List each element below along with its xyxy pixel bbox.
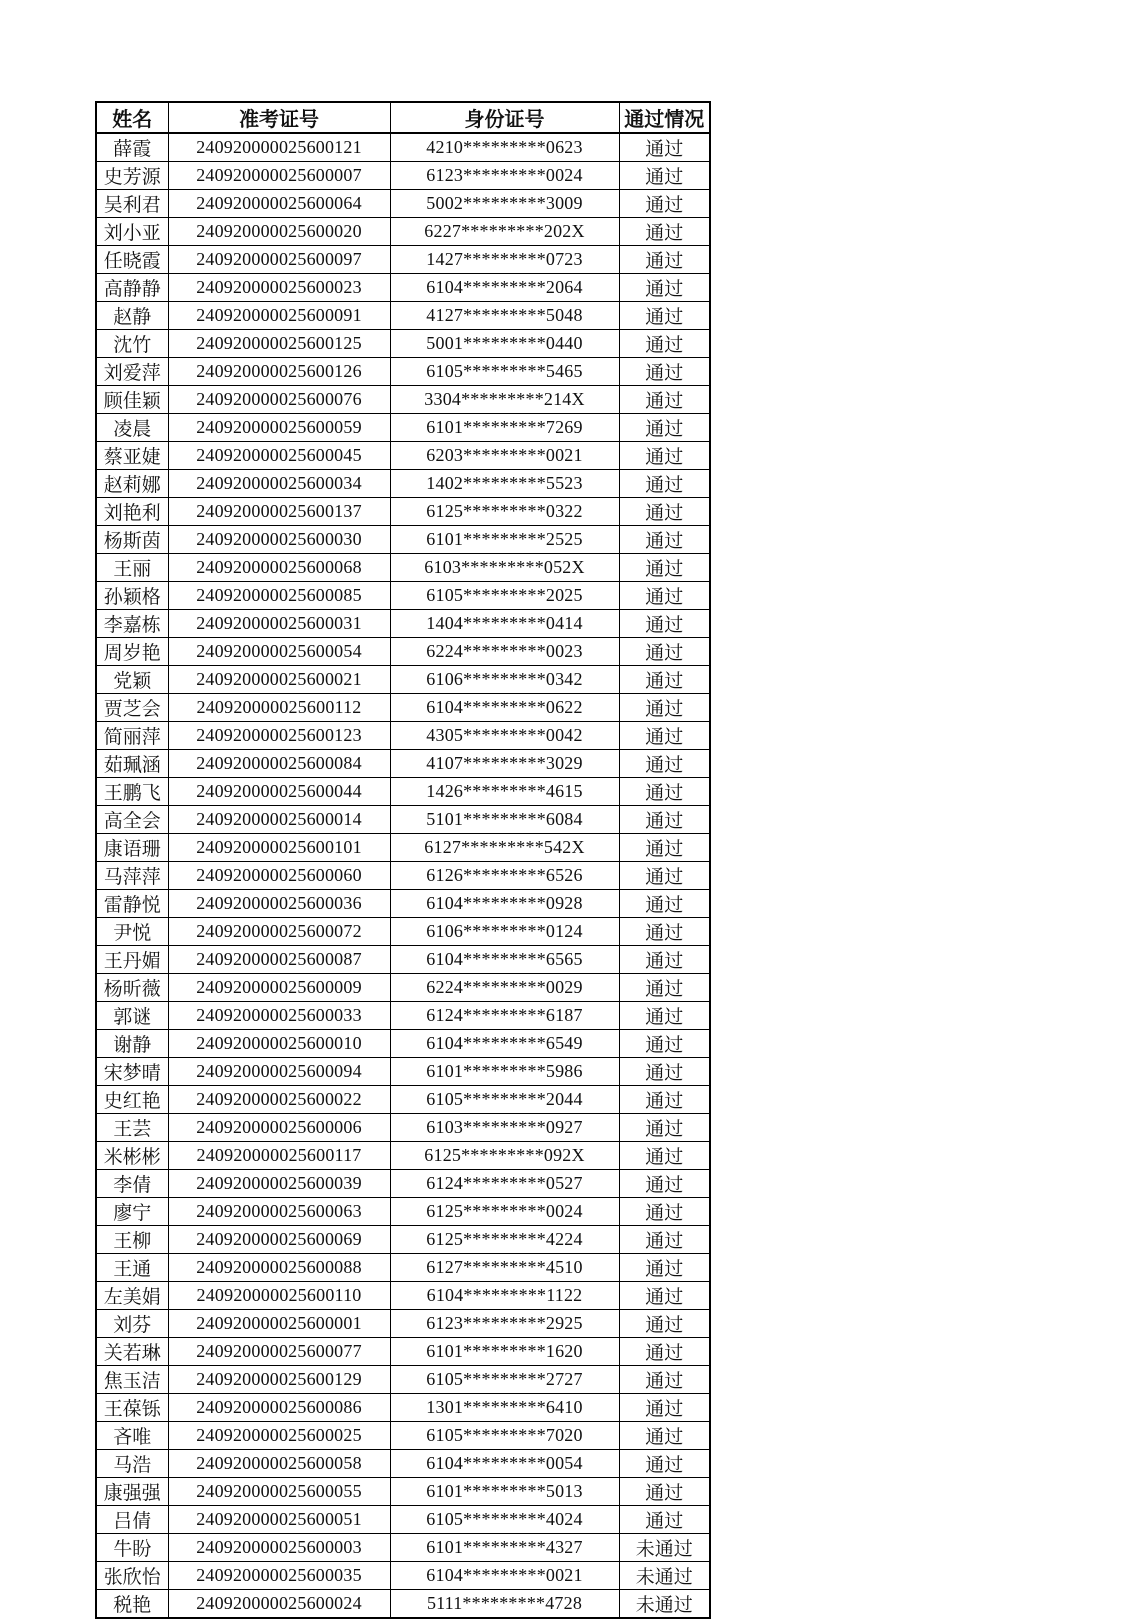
cell-name: 关若琳 bbox=[96, 1338, 168, 1366]
cell-name: 谢静 bbox=[96, 1030, 168, 1058]
table-row bbox=[96, 554, 710, 582]
cell-pass-status: 通过 bbox=[619, 554, 710, 582]
cell-exam-number: 240920000025600007 bbox=[168, 162, 390, 190]
cell-exam-number: 240920000025600137 bbox=[168, 498, 390, 526]
cell-exam-number: 240920000025600097 bbox=[168, 246, 390, 274]
cell-name: 王柳 bbox=[96, 1226, 168, 1254]
cell-pass-status: 通过 bbox=[619, 1338, 710, 1366]
cell-exam-number: 240920000025600085 bbox=[168, 582, 390, 610]
cell-name: 李倩 bbox=[96, 1170, 168, 1198]
cell-exam-number: 240920000025600055 bbox=[168, 1478, 390, 1506]
cell-name: 刘艳利 bbox=[96, 498, 168, 526]
table-row bbox=[96, 133, 710, 162]
table-body bbox=[96, 133, 710, 1618]
cell-name: 马浩 bbox=[96, 1450, 168, 1478]
cell-pass-status: 通过 bbox=[619, 946, 710, 974]
cell-id-number: 1402*********5523 bbox=[390, 470, 619, 498]
table-row bbox=[96, 1142, 710, 1170]
cell-name: 宋梦晴 bbox=[96, 1058, 168, 1086]
cell-name: 沈竹 bbox=[96, 330, 168, 358]
cell-id-number: 3304*********214X bbox=[390, 386, 619, 414]
header-exam-number: 准考证号 bbox=[168, 102, 390, 133]
cell-id-number: 6127*********542X bbox=[390, 834, 619, 862]
table-row bbox=[96, 1002, 710, 1030]
cell-pass-status: 通过 bbox=[619, 133, 710, 162]
table-row bbox=[96, 778, 710, 806]
table-row bbox=[96, 666, 710, 694]
table-row bbox=[96, 1254, 710, 1282]
cell-id-number: 6101*********4327 bbox=[390, 1534, 619, 1562]
cell-name: 史芳源 bbox=[96, 162, 168, 190]
cell-exam-number: 240920000025600058 bbox=[168, 1450, 390, 1478]
cell-exam-number: 240920000025600088 bbox=[168, 1254, 390, 1282]
cell-exam-number: 240920000025600009 bbox=[168, 974, 390, 1002]
header-id-number: 身份证号 bbox=[390, 102, 619, 133]
cell-id-number: 6203*********0021 bbox=[390, 442, 619, 470]
cell-name: 米彬彬 bbox=[96, 1142, 168, 1170]
cell-pass-status: 通过 bbox=[619, 1450, 710, 1478]
cell-pass-status: 未通过 bbox=[619, 1562, 710, 1590]
table-row bbox=[96, 1366, 710, 1394]
cell-name: 薛霞 bbox=[96, 133, 168, 162]
table-row bbox=[96, 1562, 710, 1590]
cell-name: 赵静 bbox=[96, 302, 168, 330]
cell-name: 康语珊 bbox=[96, 834, 168, 862]
cell-pass-status: 通过 bbox=[619, 1310, 710, 1338]
cell-pass-status: 未通过 bbox=[619, 1534, 710, 1562]
cell-id-number: 6224*********0029 bbox=[390, 974, 619, 1002]
cell-name: 雷静悦 bbox=[96, 890, 168, 918]
cell-pass-status: 通过 bbox=[619, 638, 710, 666]
cell-exam-number: 240920000025600031 bbox=[168, 610, 390, 638]
cell-name: 凌晨 bbox=[96, 414, 168, 442]
cell-pass-status: 通过 bbox=[619, 610, 710, 638]
cell-name: 高静静 bbox=[96, 274, 168, 302]
cell-id-number: 6104*********0054 bbox=[390, 1450, 619, 1478]
cell-pass-status: 通过 bbox=[619, 1422, 710, 1450]
cell-id-number: 6104*********6549 bbox=[390, 1030, 619, 1058]
table-row bbox=[96, 274, 710, 302]
cell-exam-number: 240920000025600023 bbox=[168, 274, 390, 302]
cell-id-number: 6104*********0928 bbox=[390, 890, 619, 918]
cell-pass-status: 通过 bbox=[619, 1226, 710, 1254]
cell-pass-status: 通过 bbox=[619, 274, 710, 302]
cell-id-number: 6104*********6565 bbox=[390, 946, 619, 974]
table-row bbox=[96, 1058, 710, 1086]
cell-exam-number: 240920000025600001 bbox=[168, 1310, 390, 1338]
cell-exam-number: 240920000025600044 bbox=[168, 778, 390, 806]
cell-id-number: 6101*********5986 bbox=[390, 1058, 619, 1086]
cell-name: 蔡亚婕 bbox=[96, 442, 168, 470]
cell-exam-number: 240920000025600010 bbox=[168, 1030, 390, 1058]
cell-name: 左美娟 bbox=[96, 1282, 168, 1310]
cell-id-number: 6124*********0527 bbox=[390, 1170, 619, 1198]
table-row bbox=[96, 526, 710, 554]
cell-id-number: 6125*********0322 bbox=[390, 498, 619, 526]
cell-id-number: 6124*********6187 bbox=[390, 1002, 619, 1030]
cell-id-number: 6125*********0024 bbox=[390, 1198, 619, 1226]
cell-pass-status: 通过 bbox=[619, 246, 710, 274]
cell-exam-number: 240920000025600101 bbox=[168, 834, 390, 862]
cell-pass-status: 通过 bbox=[619, 582, 710, 610]
cell-pass-status: 通过 bbox=[619, 1142, 710, 1170]
cell-pass-status: 通过 bbox=[619, 1254, 710, 1282]
cell-id-number: 6103*********052X bbox=[390, 554, 619, 582]
table-row bbox=[96, 162, 710, 190]
cell-id-number: 1404*********0414 bbox=[390, 610, 619, 638]
cell-exam-number: 240920000025600069 bbox=[168, 1226, 390, 1254]
cell-pass-status: 通过 bbox=[619, 442, 710, 470]
cell-pass-status: 通过 bbox=[619, 722, 710, 750]
cell-name: 党颖 bbox=[96, 666, 168, 694]
table-row bbox=[96, 1506, 710, 1534]
cell-exam-number: 240920000025600014 bbox=[168, 806, 390, 834]
cell-id-number: 5001*********0440 bbox=[390, 330, 619, 358]
cell-name: 杨昕薇 bbox=[96, 974, 168, 1002]
table-row bbox=[96, 1282, 710, 1310]
table-row bbox=[96, 1170, 710, 1198]
cell-pass-status: 通过 bbox=[619, 414, 710, 442]
table-row bbox=[96, 610, 710, 638]
cell-exam-number: 240920000025600110 bbox=[168, 1282, 390, 1310]
table-row bbox=[96, 750, 710, 778]
cell-name: 顾佳颖 bbox=[96, 386, 168, 414]
cell-id-number: 6104*********0622 bbox=[390, 694, 619, 722]
cell-pass-status: 通过 bbox=[619, 162, 710, 190]
cell-id-number: 6106*********0124 bbox=[390, 918, 619, 946]
table-row bbox=[96, 806, 710, 834]
table-row bbox=[96, 918, 710, 946]
cell-name: 焦玉洁 bbox=[96, 1366, 168, 1394]
table-row bbox=[96, 302, 710, 330]
cell-id-number: 6104*********1122 bbox=[390, 1282, 619, 1310]
cell-pass-status: 通过 bbox=[619, 386, 710, 414]
table-row bbox=[96, 1394, 710, 1422]
cell-name: 周岁艳 bbox=[96, 638, 168, 666]
cell-name: 刘小亚 bbox=[96, 218, 168, 246]
cell-pass-status: 通过 bbox=[619, 778, 710, 806]
cell-pass-status: 通过 bbox=[619, 1114, 710, 1142]
table-row bbox=[96, 1590, 710, 1619]
cell-pass-status: 未通过 bbox=[619, 1590, 710, 1619]
cell-pass-status: 通过 bbox=[619, 1394, 710, 1422]
table-row bbox=[96, 1450, 710, 1478]
cell-exam-number: 240920000025600003 bbox=[168, 1534, 390, 1562]
cell-exam-number: 240920000025600036 bbox=[168, 890, 390, 918]
cell-exam-number: 240920000025600033 bbox=[168, 1002, 390, 1030]
cell-pass-status: 通过 bbox=[619, 190, 710, 218]
cell-name: 贾芝会 bbox=[96, 694, 168, 722]
cell-name: 王葆铄 bbox=[96, 1394, 168, 1422]
cell-exam-number: 240920000025600117 bbox=[168, 1142, 390, 1170]
cell-id-number: 6101*********2525 bbox=[390, 526, 619, 554]
cell-id-number: 6123*********2925 bbox=[390, 1310, 619, 1338]
cell-exam-number: 240920000025600063 bbox=[168, 1198, 390, 1226]
table-row bbox=[96, 1030, 710, 1058]
cell-id-number: 6105*********2025 bbox=[390, 582, 619, 610]
cell-exam-number: 240920000025600129 bbox=[168, 1366, 390, 1394]
cell-exam-number: 240920000025600059 bbox=[168, 414, 390, 442]
cell-id-number: 6101*********5013 bbox=[390, 1478, 619, 1506]
table-row bbox=[96, 1338, 710, 1366]
cell-exam-number: 240920000025600020 bbox=[168, 218, 390, 246]
cell-id-number: 6105*********7020 bbox=[390, 1422, 619, 1450]
cell-pass-status: 通过 bbox=[619, 1506, 710, 1534]
cell-pass-status: 通过 bbox=[619, 1002, 710, 1030]
cell-exam-number: 240920000025600094 bbox=[168, 1058, 390, 1086]
cell-id-number: 1301*********6410 bbox=[390, 1394, 619, 1422]
cell-id-number: 6125*********4224 bbox=[390, 1226, 619, 1254]
cell-id-number: 4107*********3029 bbox=[390, 750, 619, 778]
cell-exam-number: 240920000025600022 bbox=[168, 1086, 390, 1114]
cell-exam-number: 240920000025600068 bbox=[168, 554, 390, 582]
cell-exam-number: 240920000025600054 bbox=[168, 638, 390, 666]
cell-id-number: 5101*********6084 bbox=[390, 806, 619, 834]
cell-id-number: 6104*********0021 bbox=[390, 1562, 619, 1590]
cell-id-number: 6103*********0927 bbox=[390, 1114, 619, 1142]
table-row bbox=[96, 386, 710, 414]
cell-pass-status: 通过 bbox=[619, 470, 710, 498]
cell-pass-status: 通过 bbox=[619, 526, 710, 554]
cell-exam-number: 240920000025600077 bbox=[168, 1338, 390, 1366]
cell-exam-number: 240920000025600064 bbox=[168, 190, 390, 218]
cell-id-number: 6106*********0342 bbox=[390, 666, 619, 694]
table-row bbox=[96, 582, 710, 610]
header-pass-status: 通过情况 bbox=[619, 102, 710, 133]
cell-id-number: 5002*********3009 bbox=[390, 190, 619, 218]
cell-exam-number: 240920000025600072 bbox=[168, 918, 390, 946]
table-row bbox=[96, 414, 710, 442]
table-row bbox=[96, 1086, 710, 1114]
cell-exam-number: 240920000025600034 bbox=[168, 470, 390, 498]
cell-id-number: 6101*********1620 bbox=[390, 1338, 619, 1366]
cell-name: 吝唯 bbox=[96, 1422, 168, 1450]
cell-id-number: 6105*********2727 bbox=[390, 1366, 619, 1394]
table-row bbox=[96, 330, 710, 358]
table-row bbox=[96, 890, 710, 918]
cell-id-number: 6227*********202X bbox=[390, 218, 619, 246]
cell-pass-status: 通过 bbox=[619, 806, 710, 834]
table-row bbox=[96, 694, 710, 722]
cell-exam-number: 240920000025600039 bbox=[168, 1170, 390, 1198]
cell-exam-number: 240920000025600030 bbox=[168, 526, 390, 554]
table-row bbox=[96, 722, 710, 750]
cell-exam-number: 240920000025600024 bbox=[168, 1590, 390, 1619]
table-row bbox=[96, 1478, 710, 1506]
cell-id-number: 4127*********5048 bbox=[390, 302, 619, 330]
table-row bbox=[96, 190, 710, 218]
cell-id-number: 6123*********0024 bbox=[390, 162, 619, 190]
cell-name: 康强强 bbox=[96, 1478, 168, 1506]
cell-name: 廖宁 bbox=[96, 1198, 168, 1226]
cell-exam-number: 240920000025600060 bbox=[168, 862, 390, 890]
table-row bbox=[96, 946, 710, 974]
table-row bbox=[96, 1226, 710, 1254]
cell-name: 王鹏飞 bbox=[96, 778, 168, 806]
cell-name: 史红艳 bbox=[96, 1086, 168, 1114]
header-row bbox=[96, 102, 710, 133]
table-row bbox=[96, 442, 710, 470]
cell-name: 李嘉栋 bbox=[96, 610, 168, 638]
cell-pass-status: 通过 bbox=[619, 1282, 710, 1310]
cell-id-number: 1426*********4615 bbox=[390, 778, 619, 806]
table-row bbox=[96, 246, 710, 274]
cell-id-number: 6224*********0023 bbox=[390, 638, 619, 666]
table-row bbox=[96, 1310, 710, 1338]
cell-name: 马萍萍 bbox=[96, 862, 168, 890]
cell-id-number: 6127*********4510 bbox=[390, 1254, 619, 1282]
cell-pass-status: 通过 bbox=[619, 1030, 710, 1058]
cell-exam-number: 240920000025600126 bbox=[168, 358, 390, 386]
cell-exam-number: 240920000025600112 bbox=[168, 694, 390, 722]
cell-pass-status: 通过 bbox=[619, 666, 710, 694]
table-row bbox=[96, 470, 710, 498]
cell-pass-status: 通过 bbox=[619, 1086, 710, 1114]
cell-pass-status: 通过 bbox=[619, 1478, 710, 1506]
cell-exam-number: 240920000025600084 bbox=[168, 750, 390, 778]
cell-exam-number: 240920000025600125 bbox=[168, 330, 390, 358]
cell-name: 郭谜 bbox=[96, 1002, 168, 1030]
cell-exam-number: 240920000025600035 bbox=[168, 1562, 390, 1590]
table-row bbox=[96, 218, 710, 246]
cell-exam-number: 240920000025600051 bbox=[168, 1506, 390, 1534]
cell-pass-status: 通过 bbox=[619, 1058, 710, 1086]
cell-name: 张欣怡 bbox=[96, 1562, 168, 1590]
cell-name: 孙颖格 bbox=[96, 582, 168, 610]
cell-name: 税艳 bbox=[96, 1590, 168, 1619]
cell-name: 吕倩 bbox=[96, 1506, 168, 1534]
header-name: 姓名 bbox=[96, 102, 168, 133]
cell-exam-number: 240920000025600123 bbox=[168, 722, 390, 750]
table-row bbox=[96, 1198, 710, 1226]
cell-name: 杨斯茵 bbox=[96, 526, 168, 554]
table-row bbox=[96, 862, 710, 890]
cell-pass-status: 通过 bbox=[619, 974, 710, 1002]
cell-exam-number: 240920000025600021 bbox=[168, 666, 390, 694]
cell-id-number: 6104*********2064 bbox=[390, 274, 619, 302]
cell-name: 王芸 bbox=[96, 1114, 168, 1142]
cell-name: 尹悦 bbox=[96, 918, 168, 946]
cell-exam-number: 240920000025600091 bbox=[168, 302, 390, 330]
cell-pass-status: 通过 bbox=[619, 862, 710, 890]
cell-exam-number: 240920000025600025 bbox=[168, 1422, 390, 1450]
cell-id-number: 4210*********0623 bbox=[390, 133, 619, 162]
cell-name: 王丹媚 bbox=[96, 946, 168, 974]
cell-pass-status: 通过 bbox=[619, 1170, 710, 1198]
cell-exam-number: 240920000025600006 bbox=[168, 1114, 390, 1142]
table-row bbox=[96, 498, 710, 526]
cell-id-number: 4305*********0042 bbox=[390, 722, 619, 750]
cell-pass-status: 通过 bbox=[619, 330, 710, 358]
exam-result-table bbox=[95, 101, 711, 1619]
table-row bbox=[96, 358, 710, 386]
cell-pass-status: 通过 bbox=[619, 918, 710, 946]
cell-name: 牛盼 bbox=[96, 1534, 168, 1562]
cell-id-number: 6125*********092X bbox=[390, 1142, 619, 1170]
cell-pass-status: 通过 bbox=[619, 750, 710, 778]
cell-id-number: 5111*********4728 bbox=[390, 1590, 619, 1619]
cell-exam-number: 240920000025600121 bbox=[168, 133, 390, 162]
cell-name: 刘爱萍 bbox=[96, 358, 168, 386]
cell-exam-number: 240920000025600076 bbox=[168, 386, 390, 414]
cell-id-number: 6105*********4024 bbox=[390, 1506, 619, 1534]
cell-name: 王通 bbox=[96, 1254, 168, 1282]
cell-name: 高全会 bbox=[96, 806, 168, 834]
cell-pass-status: 通过 bbox=[619, 218, 710, 246]
table-row bbox=[96, 1534, 710, 1562]
cell-id-number: 6105*********2044 bbox=[390, 1086, 619, 1114]
cell-id-number: 6105*********5465 bbox=[390, 358, 619, 386]
cell-pass-status: 通过 bbox=[619, 1198, 710, 1226]
cell-id-number: 6126*********6526 bbox=[390, 862, 619, 890]
table-row bbox=[96, 638, 710, 666]
cell-exam-number: 240920000025600045 bbox=[168, 442, 390, 470]
cell-name: 刘芬 bbox=[96, 1310, 168, 1338]
cell-id-number: 1427*********0723 bbox=[390, 246, 619, 274]
table-row bbox=[96, 834, 710, 862]
cell-name: 任晓霞 bbox=[96, 246, 168, 274]
cell-pass-status: 通过 bbox=[619, 890, 710, 918]
cell-id-number: 6101*********7269 bbox=[390, 414, 619, 442]
table-row bbox=[96, 974, 710, 1002]
table-row bbox=[96, 1114, 710, 1142]
cell-exam-number: 240920000025600086 bbox=[168, 1394, 390, 1422]
cell-pass-status: 通过 bbox=[619, 358, 710, 386]
cell-exam-number: 240920000025600087 bbox=[168, 946, 390, 974]
cell-pass-status: 通过 bbox=[619, 498, 710, 526]
cell-name: 简丽萍 bbox=[96, 722, 168, 750]
cell-pass-status: 通过 bbox=[619, 302, 710, 330]
cell-name: 茹珮涵 bbox=[96, 750, 168, 778]
cell-pass-status: 通过 bbox=[619, 1366, 710, 1394]
cell-name: 赵莉娜 bbox=[96, 470, 168, 498]
cell-pass-status: 通过 bbox=[619, 694, 710, 722]
table-row bbox=[96, 1422, 710, 1450]
cell-pass-status: 通过 bbox=[619, 834, 710, 862]
cell-name: 王丽 bbox=[96, 554, 168, 582]
cell-name: 吴利君 bbox=[96, 190, 168, 218]
